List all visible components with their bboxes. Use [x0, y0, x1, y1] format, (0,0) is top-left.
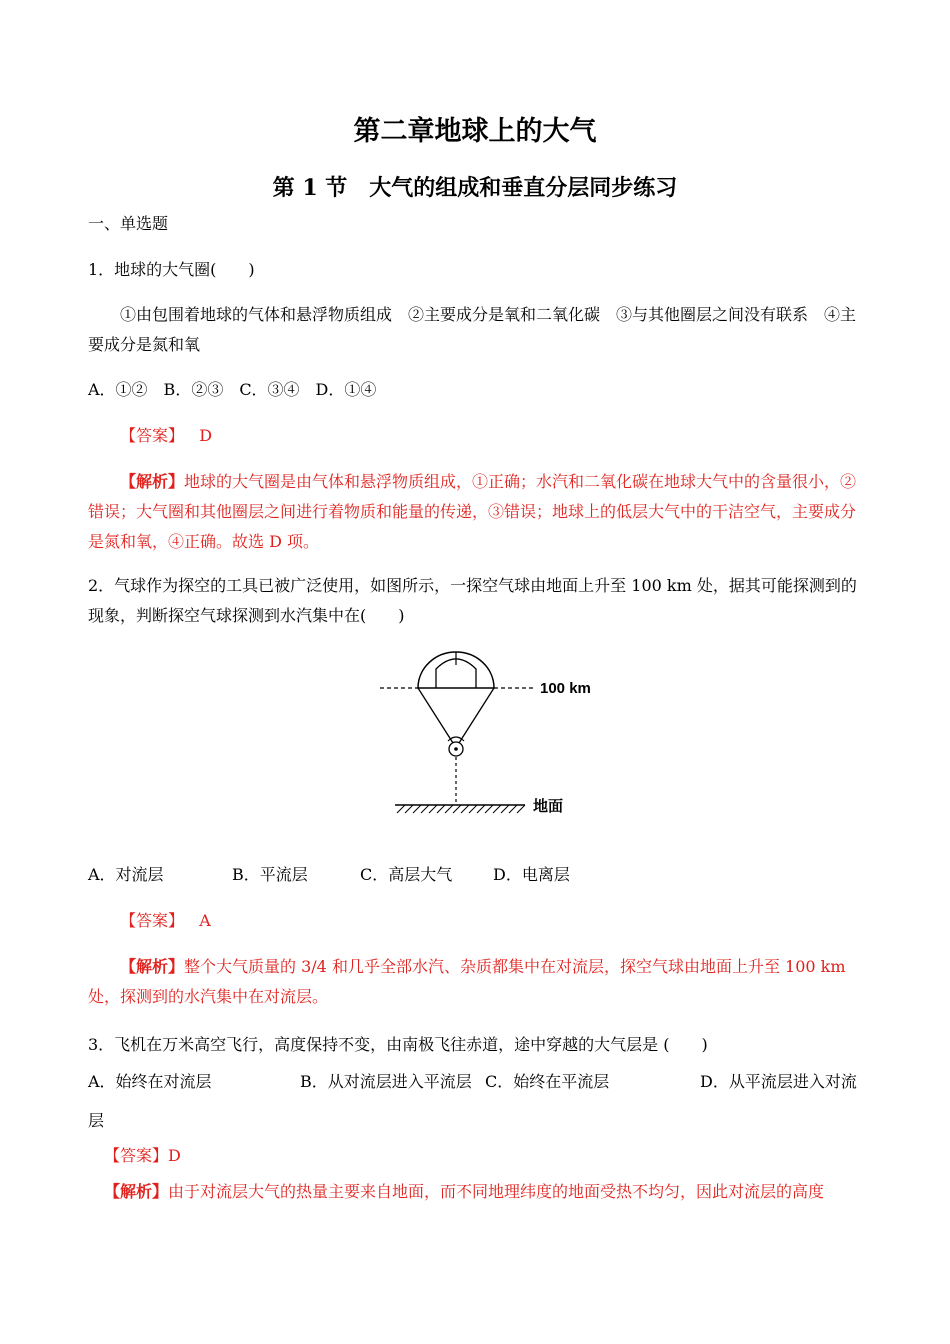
pod-center [454, 747, 458, 751]
answer-label: 【答案】 [120, 911, 185, 930]
ground-hatching [397, 805, 525, 813]
answer-value: A [199, 911, 211, 930]
answer-value: D [168, 1146, 181, 1165]
section-title: 第 1 节 大气的组成和垂直分层同步练习 [272, 175, 678, 201]
q2-option-c: C．高层大气 [360, 865, 453, 884]
chapter-title: 第二章地球上的大气 [353, 116, 597, 147]
balloon-diagram [370, 645, 630, 825]
analysis-label: 【解析】 [104, 1182, 169, 1201]
balloon-diagram-svg [370, 645, 630, 825]
pod-top [448, 737, 464, 741]
q3-analysis [104, 1180, 824, 1204]
q2-option-a: A．对流层 [88, 865, 164, 884]
q3-option-c: C．始终在平流层 [485, 1072, 610, 1091]
analysis-text: 地球的大气圈是由气体和悬浮物质组成，①正确；水汽和二氧化碳在地球大气中的含量很小，②错误；大气圈和其他圈层之间进行着物质和能量的传递，③错误；地球上的低层大气中的干洁空气，主要成分是氮和氧，④正确。故选 D 项。 [88, 472, 857, 551]
analysis-label: 【解析】 [120, 957, 185, 976]
q1-analysis [88, 467, 868, 557]
suspension-line-right [459, 688, 494, 743]
q3-stem: 3．飞机在万米高空飞行，高度保持不变，由南极飞往赤道，途中穿越的大气层是 ( ) [88, 1035, 708, 1054]
ground-label: 地面 [533, 797, 564, 815]
answer-value: D [199, 426, 213, 445]
q3-option-d: D．从平流层进入对流 [700, 1072, 857, 1091]
analysis-text: 整个大气质量的 3/4 和几乎全部水汽、杂质都集中在对流层，探空气球由地面上升至 100 km 处，探测到的水汽集中在对流层。 [88, 957, 846, 1006]
q1-options: A．①② B．②③ C．③④ D．①④ [88, 380, 377, 399]
q2-option-d: D．电离层 [493, 865, 570, 884]
analysis-label: 【解析】 [120, 472, 185, 491]
q2-stem: 2．气球作为探空的工具已被广泛使用，如图所示，一探空气球由地面上升至 100 km 处，据其可能探测到的现象，判断探空气球探测到水汽集中在( ) [88, 576, 857, 625]
q3-option-d-wrap: 层 [88, 1111, 105, 1130]
q2-answer [120, 909, 211, 933]
q1-stem: 1．地球的大气圈( ) [88, 260, 255, 279]
analysis-text: 由于对流层大气的热量主要来自地面，而不同地理纬度的地面受热不均匀，因此对流层的高度 [168, 1182, 825, 1201]
q1-statements: ①由包围着地球的气体和悬浮物质组成 ②主要成分是氧和二氧化碳 ③与其他圈层之间没有联系 ④主要成分是氮和氧 [88, 305, 857, 354]
answer-label: 【答案】 [120, 426, 185, 445]
altitude-label: 100 km [540, 680, 591, 697]
q3-option-b: B．从对流层进入平流层 [300, 1072, 472, 1091]
q2-analysis [88, 952, 868, 1012]
q1-answer [120, 424, 212, 448]
answer-label: 【答案】 [104, 1146, 169, 1165]
q3-option-a: A．始终在对流层 [88, 1072, 212, 1091]
q3-answer [104, 1144, 181, 1168]
section-label: 一、单选题 [88, 214, 169, 233]
q2-option-b: B．平流层 [232, 865, 308, 884]
suspension-line-left [418, 688, 453, 743]
